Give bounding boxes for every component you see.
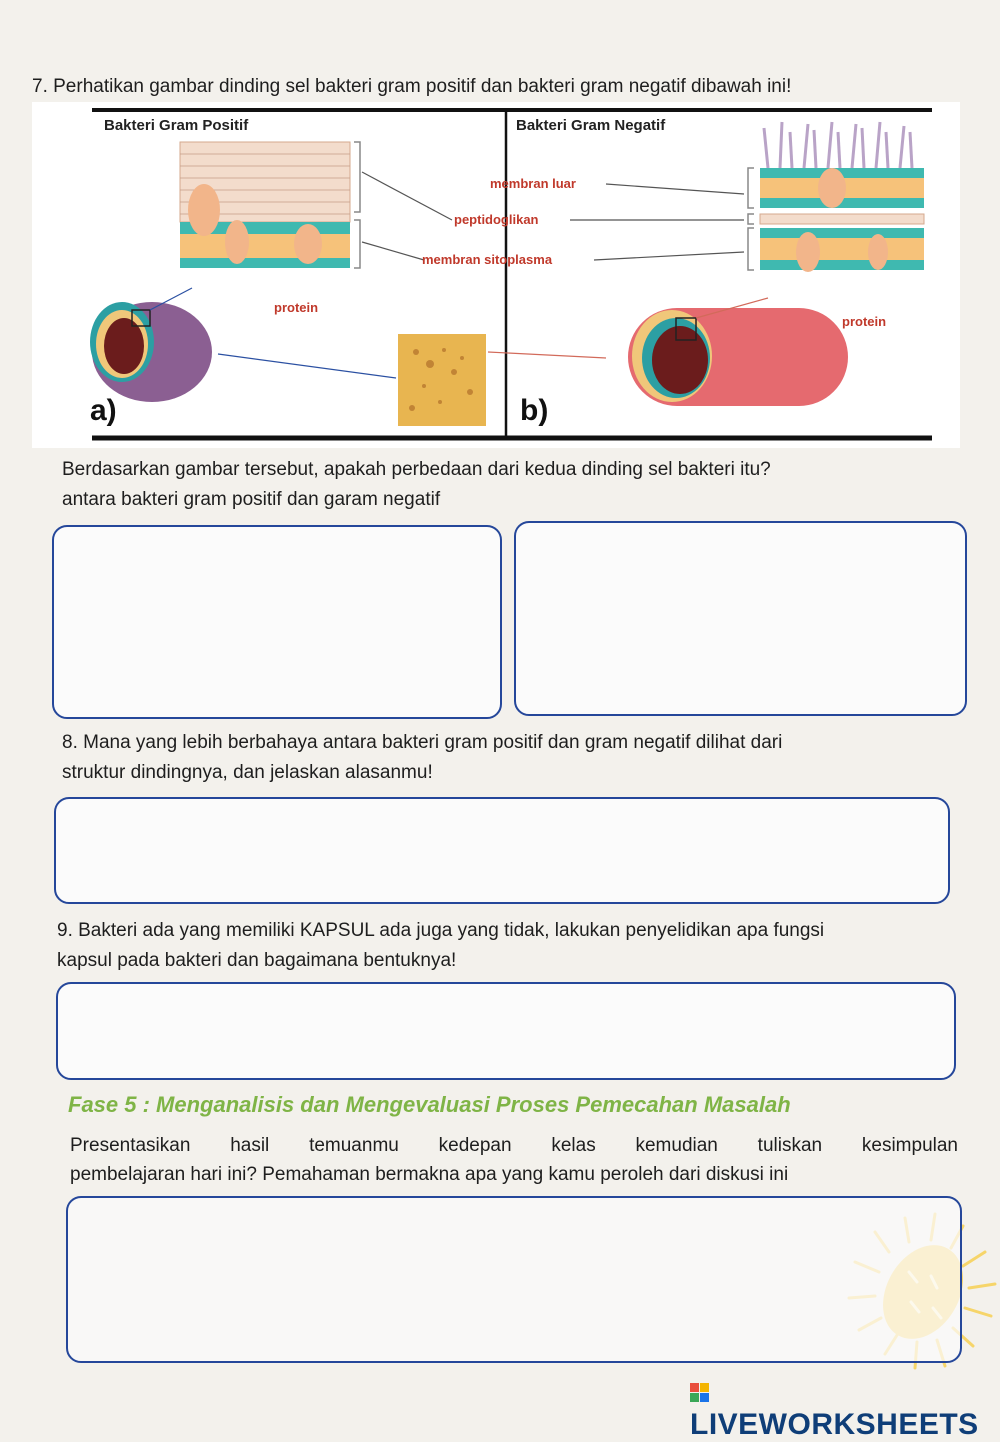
cell-wall-figure bbox=[32, 102, 960, 448]
label-peptidoglikan: peptidoglikan bbox=[454, 212, 539, 227]
q9-line2: kapsul pada bakteri dan bagaimana bentuknya! bbox=[57, 950, 457, 971]
q8-line2: struktur dindingnya, dan jelaskan alasanmu! bbox=[62, 762, 433, 783]
answer-box-fase5[interactable] bbox=[66, 1196, 962, 1363]
label-protein-left: protein bbox=[274, 300, 319, 315]
panel-a-label: a) bbox=[90, 394, 117, 427]
liveworksheets-icon bbox=[690, 1383, 709, 1402]
gram-negative-cell bbox=[628, 298, 848, 406]
gram-positive-title: Bakteri Gram Positif bbox=[104, 117, 249, 134]
question-7-text: 7. Perhatikan gambar dinding sel bakteri gram positif dan bakteri gram negatif dibawah ini! bbox=[32, 76, 792, 97]
liveworksheets-text: LIVEWORKSHEETS bbox=[690, 1408, 979, 1441]
panel-b-label: b) bbox=[520, 394, 549, 427]
label-membran-luar: membran luar bbox=[490, 176, 576, 191]
answer-box-q8[interactable] bbox=[54, 797, 950, 904]
q7-prompt-line2: antara bakteri gram positif dan garam negatif bbox=[62, 489, 441, 510]
gram-negative-wall-block bbox=[748, 122, 924, 272]
q9-line1: 9. Bakteri ada yang memiliki KAPSUL ada juga yang tidak, lakukan penyelidikan apa fungsi bbox=[57, 920, 825, 941]
liveworksheets-logo[interactable] bbox=[690, 1374, 1000, 1442]
cell-wall-diagram bbox=[32, 102, 960, 448]
fase5-line2: pembelajaran hari ini? Pemahaman bermakna apa yang kamu peroleh dari diskusi ini bbox=[70, 1164, 789, 1185]
fase5-line1: Presentasikan hasil temuanmu kedepan kelas kemudian tuliskan kesimpulan bbox=[70, 1135, 958, 1156]
label-membran-sitoplasma: membran sitoplasma bbox=[422, 252, 553, 267]
answer-box-gram-positive[interactable] bbox=[52, 525, 502, 719]
gram-positive-wall-block bbox=[180, 142, 360, 268]
label-protein-right: protein bbox=[842, 314, 887, 329]
gram-negative-title: Bakteri Gram Negatif bbox=[516, 117, 666, 134]
answer-box-q9[interactable] bbox=[56, 982, 956, 1080]
q7-prompt-line1: Berdasarkan gambar tersebut, apakah perbedaan dari kedua dinding sel bakteri itu? bbox=[62, 459, 771, 480]
answer-box-gram-negative[interactable] bbox=[514, 521, 967, 716]
fase5-heading: Fase 5 : Menganalisis dan Mengevaluasi Proses Pemecahan Masalah bbox=[68, 1092, 791, 1117]
q8-line1: 8. Mana yang lebih berbahaya antara bakteri gram positif dan gram negatif dilihat dari bbox=[62, 732, 783, 753]
gram-positive-cell bbox=[90, 288, 212, 402]
